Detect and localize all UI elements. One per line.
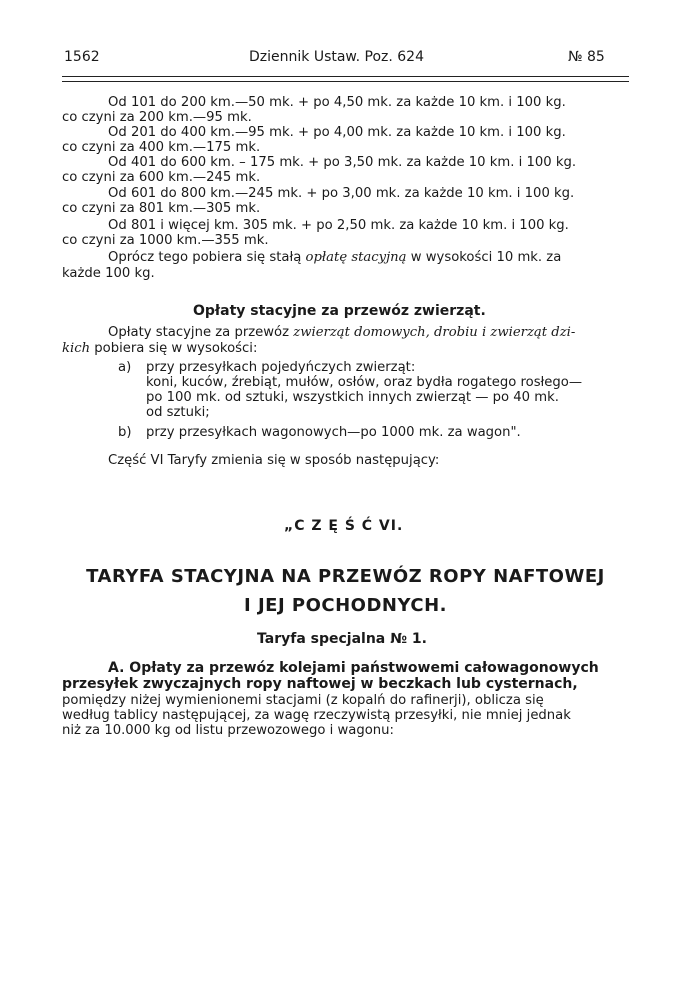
section-a-line5: niż za 10.000 kg od listu przewozowego i wagonu: <box>62 723 394 738</box>
special-tariff-heading: Taryfa specjalna № 1. <box>257 631 427 647</box>
rate-line: co czyni za 600 km.—245 mk. <box>62 170 261 185</box>
animals-intro2-text: pobiera się w wysokości: <box>94 341 258 356</box>
section-a-letter: A. <box>108 660 125 676</box>
change-note: Część VI Taryfy zmienia się w sposób następujący: <box>108 453 440 468</box>
item-b-text: przy przesyłkach wagonowych—po 1000 mk. za wagon". <box>146 425 521 440</box>
rate-line: co czyni za 400 km.—175 mk. <box>62 140 261 155</box>
item-a-marker: a) <box>118 360 132 375</box>
header-rule-bottom <box>62 81 629 82</box>
rate-line: co czyni za 200 km.—95 mk. <box>62 110 252 125</box>
animals-intro-text: Opłaty stacyjne za przewóz <box>108 325 290 340</box>
station-fee-line <box>108 250 561 265</box>
animals-heading: Opłaty stacyjne za przewóz zwierząt. <box>193 303 486 319</box>
item-a-line: koni, kuców, źrebiąt, mułów, osłów, oraz bydła rogatego rosłego— <box>146 375 583 390</box>
animals-intro2-italic: kich <box>62 341 91 356</box>
page-number: 1562 <box>64 49 100 65</box>
section-a-line4: według tablicy następującej, za wagę rzeczywistą przesyłki, nie mniej jednak <box>62 708 571 723</box>
rate-line: Od 801 i więcej km. 305 mk. + po 2,50 mk. za każde 10 km. i 100 kg. <box>108 218 569 233</box>
station-fee-italic: opłatę stacyjną <box>305 250 407 265</box>
item-a-line: po 100 mk. od sztuki, wszystkich innych zwierząt — po 40 mk. <box>146 390 559 405</box>
rate-line: Od 601 do 800 km.—245 mk. + po 3,00 mk. za każde 10 km. i 100 kg. <box>108 186 575 201</box>
animals-intro <box>108 325 575 340</box>
journal-title: Dziennik Ustaw. Poz. 624 <box>249 49 424 65</box>
document-title: TARYFA STACYJNA NA PRZEWÓZ ROPY NAFTOWEJ <box>86 566 605 587</box>
section-a-title: Opłaty za przewóz kolejami państwowemi całowagonowych <box>129 660 599 676</box>
section-a-line3: pomiędzy niżej wymienionemi stacjami (z kopalń do rafinerji), oblicza się <box>62 693 544 708</box>
station-fee-text: Oprócz tego pobiera się stałą <box>108 250 302 265</box>
rate-line: Od 201 do 400 km.—95 mk. + po 4,00 mk. za każde 10 km. i 100 kg. <box>108 125 566 140</box>
animals-intro-italic: zwierząt domowych, drobiu i zwierząt dzi- <box>293 325 576 340</box>
item-a-line: od sztuki; <box>146 405 210 420</box>
station-fee-line2: każde 100 kg. <box>62 266 155 281</box>
rate-line: co czyni za 801 km.—305 mk. <box>62 201 261 216</box>
item-a-text: przy przesyłkach pojedyńczych zwierząt: <box>146 360 416 375</box>
item-b-marker: b) <box>118 425 132 440</box>
issue-number: № 85 <box>568 49 605 65</box>
section-a-line2: przesyłek zwyczajnych ropy naftowej w beczkach lub cysternach, <box>62 676 578 692</box>
document-title-line2: I JEJ POCHODNYCH. <box>243 595 447 616</box>
station-fee-text-end: w wysokości 10 mk. za <box>410 250 562 265</box>
section-a-line1 <box>108 661 599 676</box>
rate-line: Od 101 do 200 km.—50 mk. + po 4,50 mk. za każde 10 km. i 100 kg. <box>108 95 566 110</box>
part-heading: „C Z Ę Ś Ć VI. <box>284 518 404 534</box>
animals-intro-line2 <box>62 341 257 356</box>
rate-line: Od 401 do 600 km. – 175 mk. + po 3,50 mk. za każde 10 km. i 100 kg. <box>108 155 577 170</box>
rate-line: co czyni za 1000 km.—355 mk. <box>62 233 269 248</box>
header-rule-top <box>62 76 629 77</box>
